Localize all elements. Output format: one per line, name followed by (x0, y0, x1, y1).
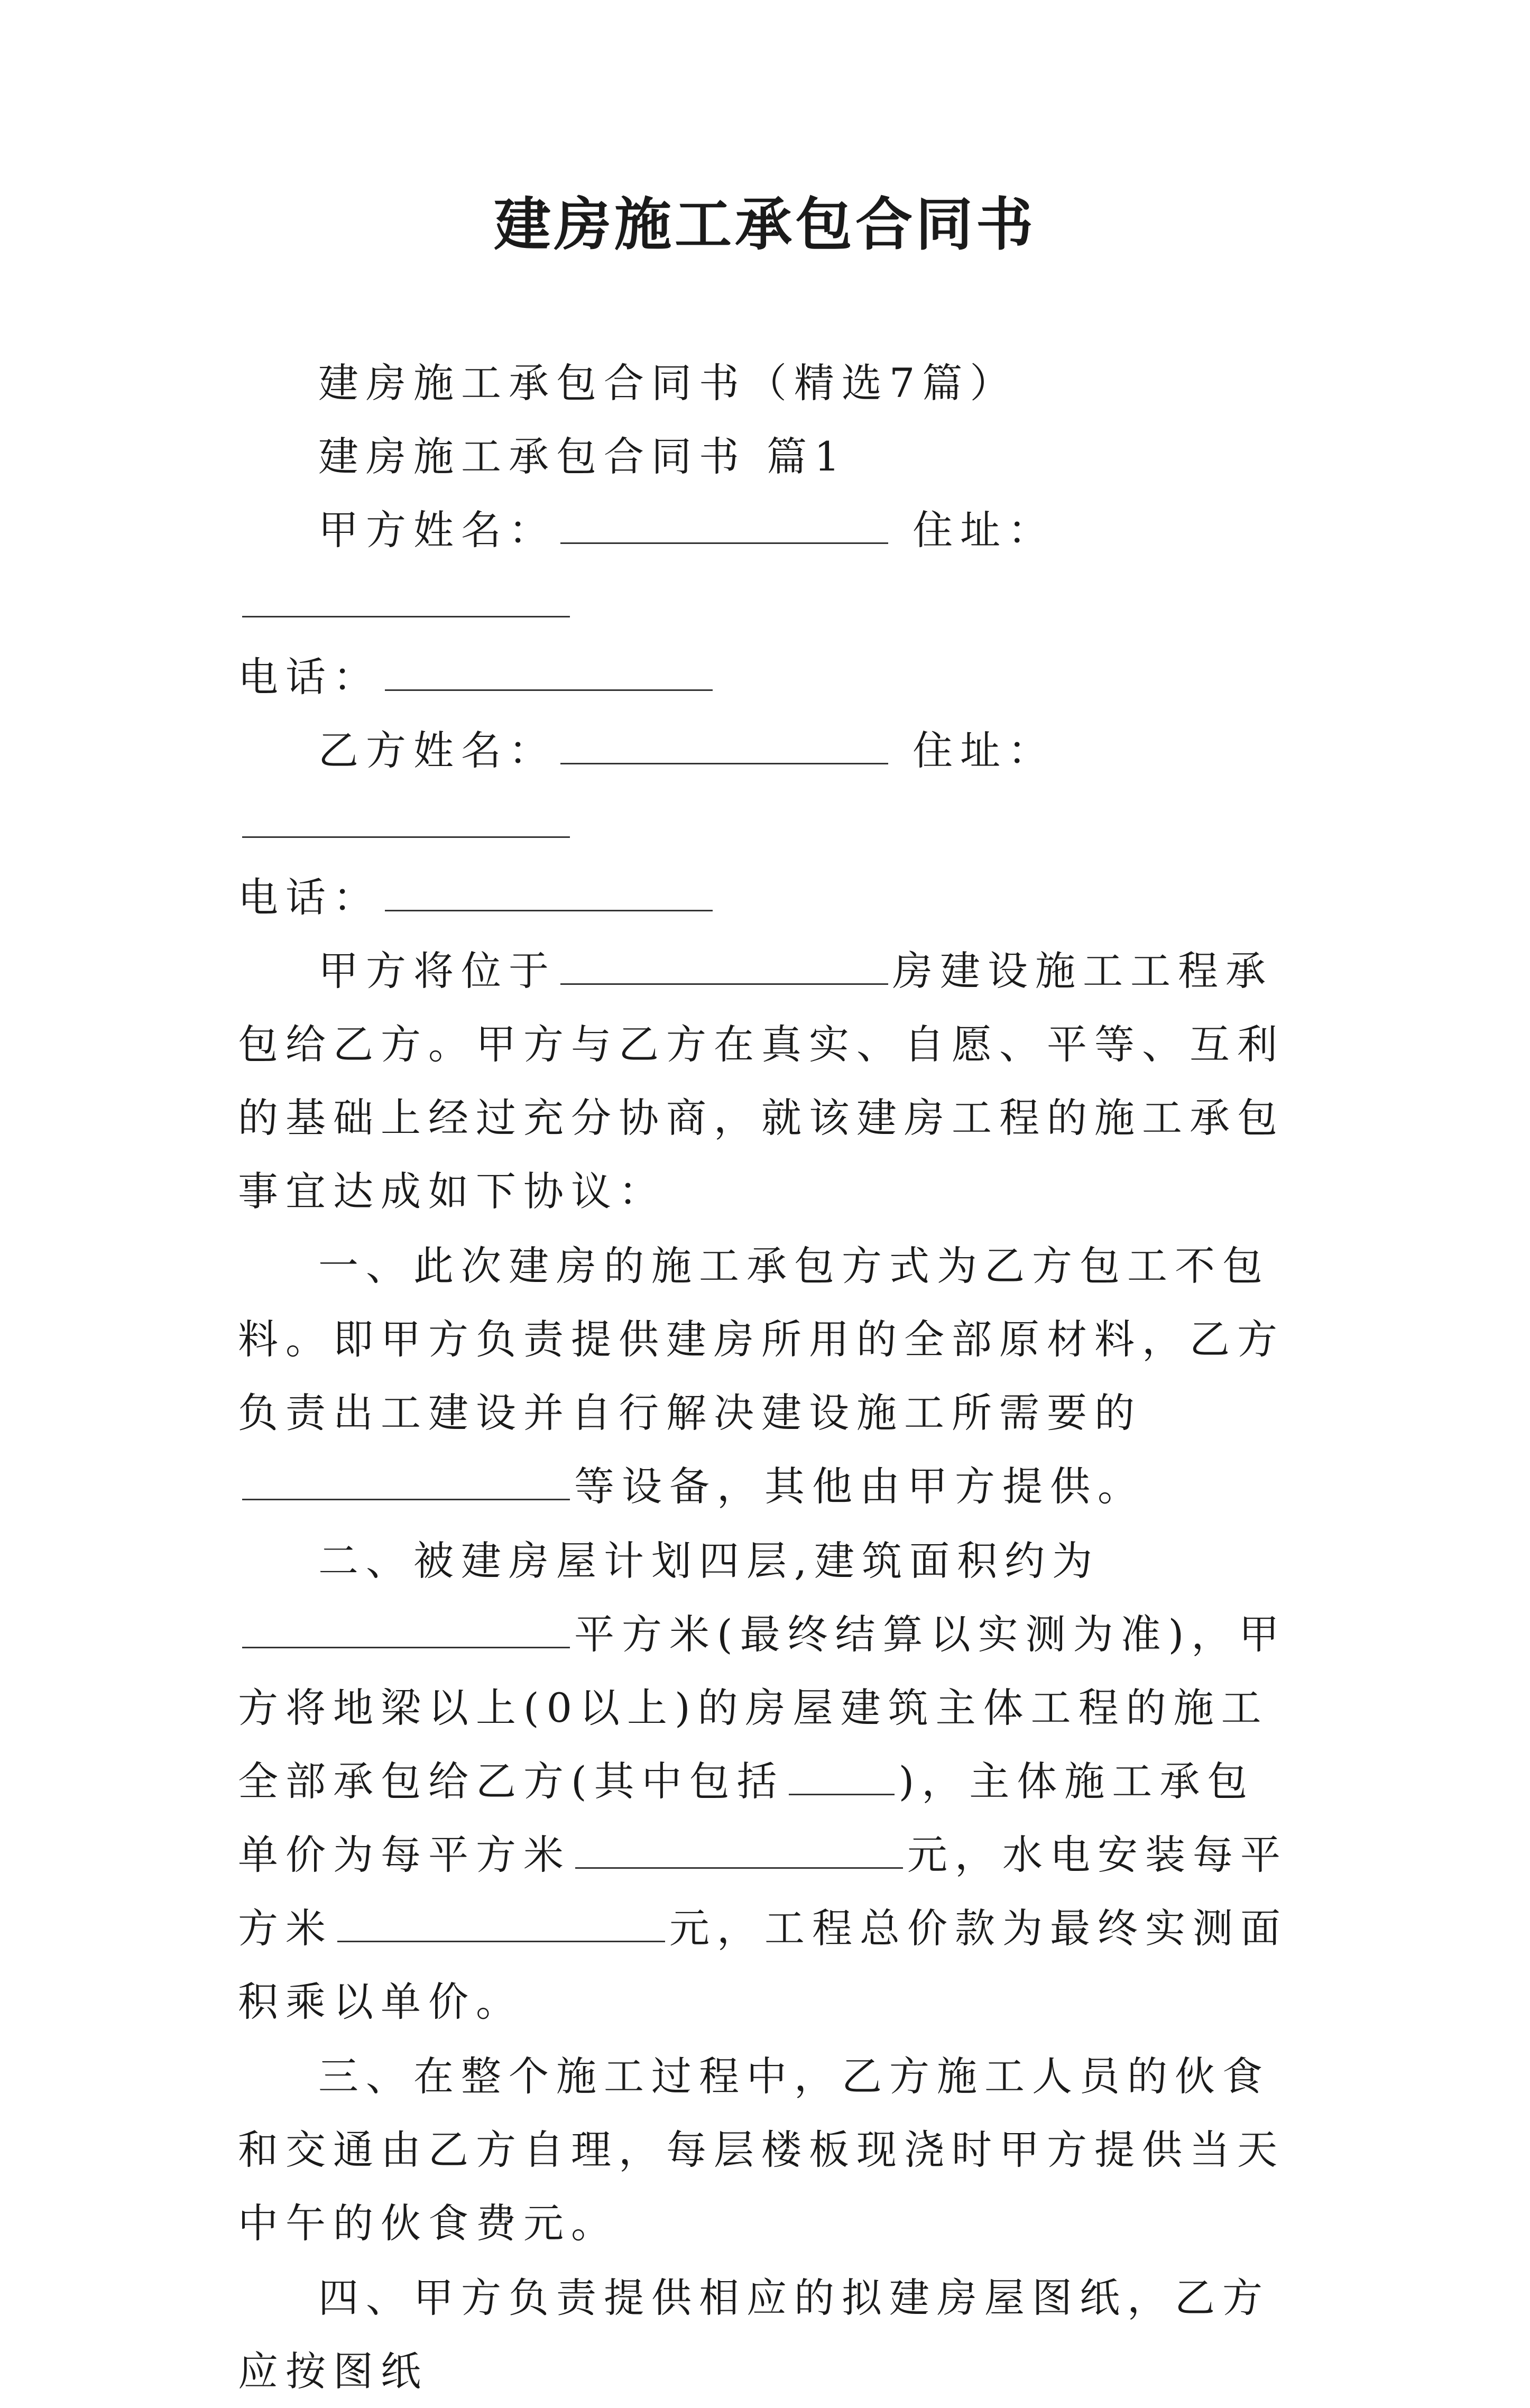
clause-1 (238, 1229, 1301, 1523)
document-body (238, 346, 1301, 2408)
party-b-name-blank (560, 726, 888, 764)
party-b-address-label: 住址： (913, 727, 1056, 774)
intro-text-2: 房建设施工工程承包给乙方。甲方与乙方在真实、自愿、平等、互利的基础上经过充分协商，就该建房工程的施工承包事宜达成如下协议： (238, 947, 1285, 1215)
unit-price-blank (575, 1830, 903, 1869)
section-heading: 建房施工承包合同书 篇1 (318, 433, 847, 480)
party-b-address-blank (242, 799, 570, 838)
party-a-phone-blank (385, 652, 713, 691)
party-a-address-blank (242, 579, 570, 617)
area-blank (242, 1610, 570, 1648)
clause-4: 四、甲方负责提供相应的拟建房屋图纸，乙方应按图纸 (238, 2274, 1270, 2395)
clause-2-text-3: )，主体施工承包单价为每平方米 (238, 1758, 1255, 1878)
clause-2-text-1: 二、被建房屋计划四层,建筑面积约为 (318, 1537, 1100, 1584)
scope-blank (789, 1757, 895, 1795)
clause-2-text-4: 元，水电安装每平方米 (238, 1831, 1288, 1952)
clause-3: 三、在整个施工过程中，乙方施工人员的伙食和交通由乙方自理，每层楼板现浇时甲方提供当天中午的伙食费元。 (238, 2053, 1285, 2247)
utility-price-blank (337, 1904, 665, 1942)
clause-2-text-2: 平方米(最终结算以实测为准)，甲方将地梁以上(0以上)的房屋建筑主体工程的施工全部承包给乙方(其中包括 (238, 1611, 1287, 1805)
party-a-name-label: 甲方姓名： (318, 506, 556, 553)
document-title: 建房施工承包合同书 (493, 191, 1036, 258)
intro-text-1: 甲方将位于 (318, 947, 556, 994)
equipment-blank (242, 1462, 570, 1500)
party-b-phone-line (238, 861, 1301, 934)
party-a-address-label: 住址： (913, 506, 1056, 553)
clause-1-text-2: 等设备，其他由甲方提供。 (574, 1463, 1145, 1510)
party-b-name-label: 乙方姓名： (318, 727, 556, 774)
party-a-phone-label: 电话： (238, 653, 381, 700)
party-a-name-blank (560, 505, 888, 544)
clause-2 (238, 1524, 1301, 2038)
location-blank (560, 946, 888, 985)
party-b-phone-blank (385, 873, 713, 911)
subtitle: 建房施工承包合同书（精选7篇） (318, 359, 1018, 407)
party-b-line (238, 714, 1301, 861)
clause-2-text-5: 元，工程总价款为最终实测面积乘以单价。 (238, 1905, 1288, 2025)
party-a-line (238, 493, 1301, 640)
party-b-phone-label: 电话： (238, 874, 381, 921)
intro-paragraph (238, 934, 1301, 1228)
clause-1-text-1: 一、此次建房的施工承包方式为乙方包工不包料。即甲方负责提供建房所用的全部原材料，乙方负责出工建设并自行解决建设施工所需要的 (238, 1242, 1285, 1436)
party-a-phone-line (238, 640, 1301, 714)
